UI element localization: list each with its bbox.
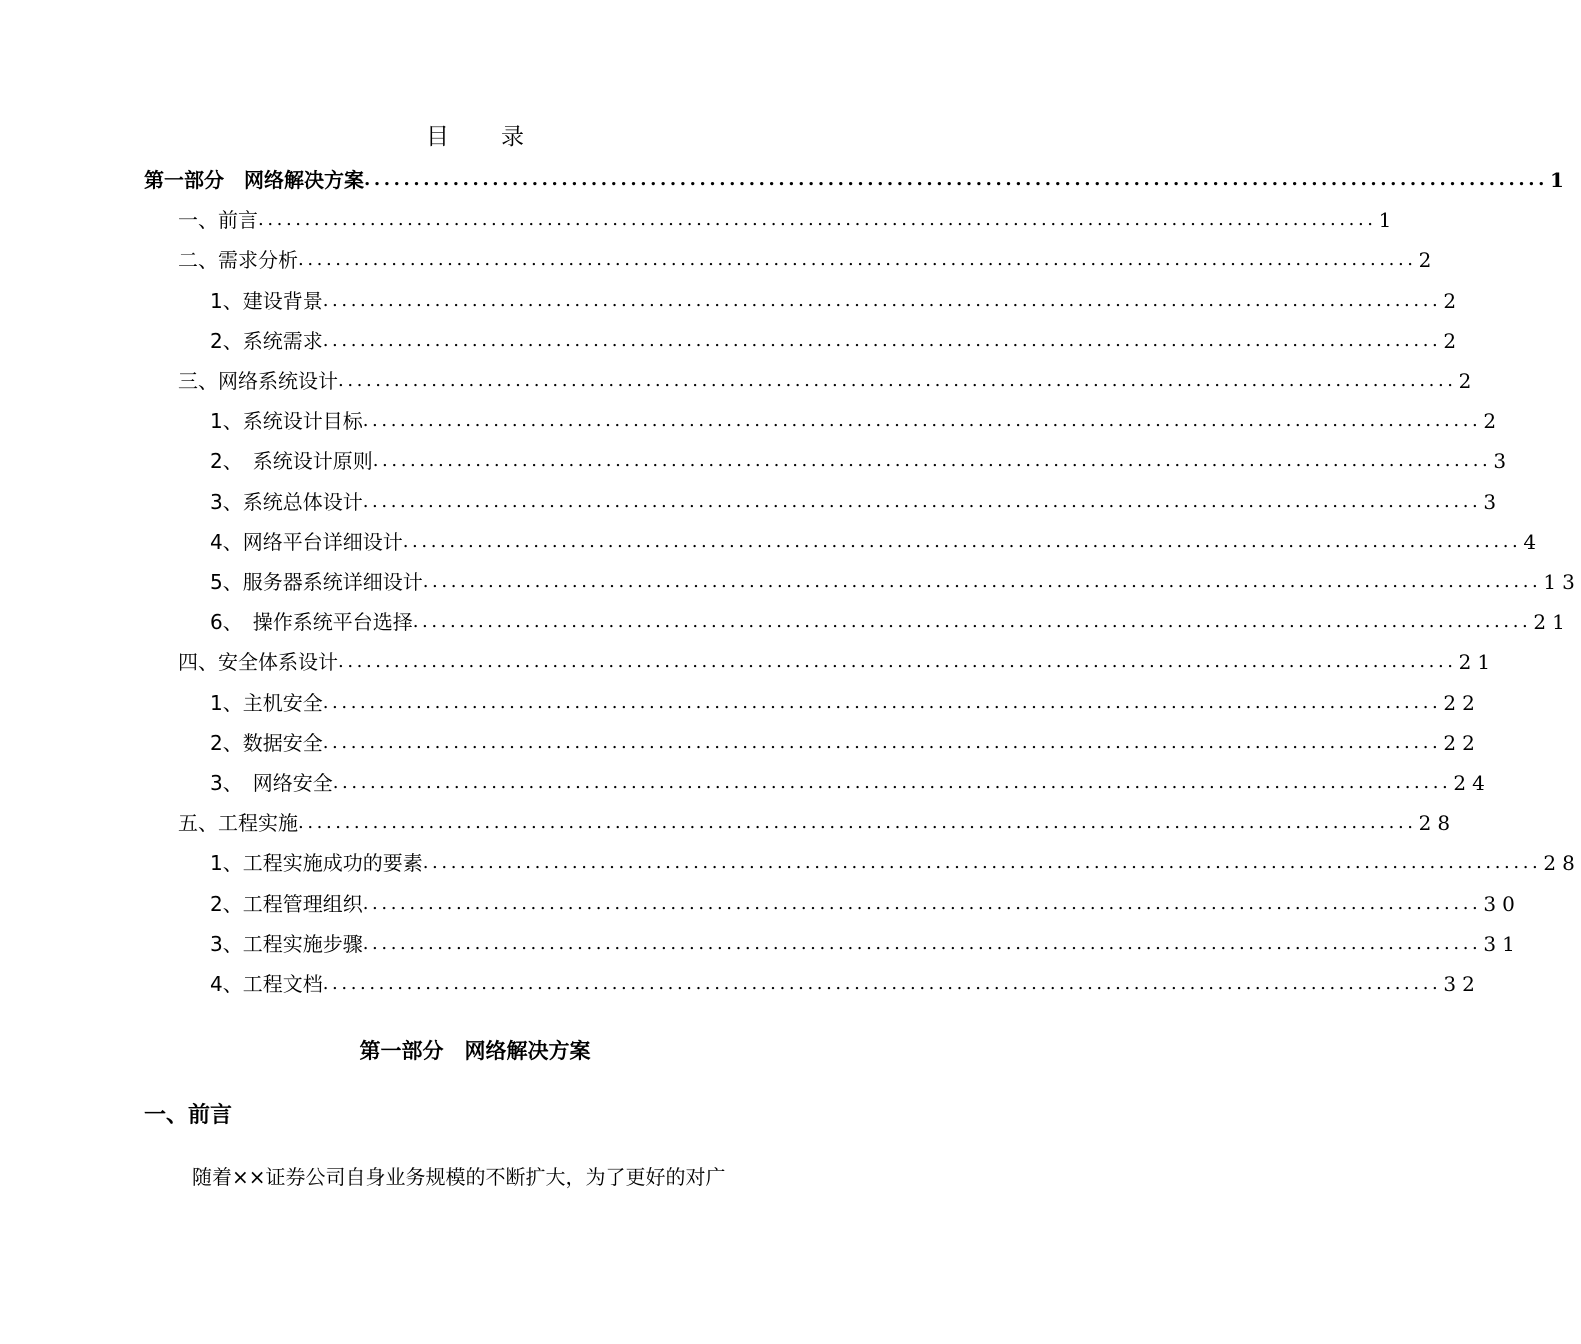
toc-entry-label: 4、网络平台详细设计 [210,529,403,554]
toc-entry-page: 1 [1378,208,1398,233]
toc-entry[interactable] [210,281,1463,321]
toc-entry[interactable] [178,240,1438,280]
toc-entry[interactable] [178,803,1457,843]
toc-dot-leader: ........................................................................................................................ [422,852,1542,874]
toc-entry-label: 3、系统总体设计 [210,489,363,514]
toc-entry-label: 1、建设背景 [210,288,323,313]
toc-entry-page: 2 [1443,288,1463,313]
toc-entry-label: 3、 网络安全 [210,771,333,795]
toc-entry-label: 2、工程管理组织 [210,891,363,916]
toc-entry[interactable] [210,924,1521,964]
toc-entry-page: 28 [1543,851,1581,876]
toc-dot-leader: ........................................................................................................................ [298,249,1417,271]
toc-entry-page: 2 [1418,248,1438,273]
toc-entry-label: 一、前言 [178,208,258,233]
toc-entry-label: 第一部分 网络解决方案 [144,168,364,192]
toc-entry-label: 四、安全体系设计 [178,650,338,675]
toc-entry-label: 1、工程实施成功的要素 [210,851,423,876]
sub-heading: 一、前言 [144,1103,233,1128]
toc-entry[interactable] [210,562,1581,602]
toc-entry-page: 2 [1483,409,1503,434]
toc-entry-page: 1 [1550,168,1570,192]
toc-entry[interactable] [178,642,1497,682]
toc-dot-leader: ........................................................................................................................ [338,370,1457,391]
toc-entry-page: 24 [1453,771,1491,795]
toc-entry[interactable] [210,482,1503,522]
toc-entry-label: 2、 系统设计原则 [210,449,373,474]
toc-entry-page: 2 [1458,369,1478,393]
toc-entry[interactable] [210,763,1491,803]
toc-dot-leader: ........................................................................................................................ [258,209,1377,231]
toc-title [0,118,950,151]
toc-entry-label: 4、工程文档 [210,972,323,996]
toc-entry[interactable] [210,401,1503,441]
toc-entry-label: 二、需求分析 [178,248,298,273]
toc-entry-label: 五、工程实施 [178,811,298,836]
toc-dot-leader: ........................................................................................................................ [322,289,1442,311]
section-heading: 第一部分 网络解决方案 [359,1039,591,1063]
toc-entry-page: 21 [1533,610,1571,635]
toc-entry[interactable] [210,321,1463,361]
toc-entry[interactable] [210,964,1481,1004]
toc-dot-leader: ........................................................................................................................ [322,329,1442,351]
toc-dot-leader: ........................................................................................................................ [422,571,1542,592]
toc-entry-label: 6、 操作系统平台选择 [210,610,413,635]
toc-entry[interactable] [210,884,1521,924]
toc-entry-label: 2、系统需求 [210,328,323,353]
toc-entry[interactable] [178,361,1478,401]
toc-entry-page: 32 [1443,972,1481,996]
toc-entry-page: 31 [1483,931,1521,956]
toc-entry-label: 3、工程实施步骤 [210,931,363,956]
toc-entry-label: 5、服务器系统详细设计 [210,570,423,594]
toc-entry-page: 28 [1418,811,1457,836]
toc-entry-label: 1、系统设计目标 [210,409,363,434]
toc-dot-leader: ........................................................................................................................ [402,530,1522,552]
toc-dot-leader: ........................................................................................................................ [362,490,1482,512]
toc-dot-leader: ........................................................................................................................ [372,450,1492,472]
toc-entry[interactable] [210,522,1543,562]
toc-entry-page: 22 [1443,730,1481,755]
toc-entry[interactable] [210,602,1571,642]
toc-entry-page: 3 [1483,489,1503,514]
toc-entry-label: 三、网络系统设计 [178,369,338,393]
toc-dot-leader: ........................................................................................................................ [338,651,1457,673]
toc-entry[interactable] [144,160,1570,200]
toc-entry-page: 22 [1443,690,1481,715]
toc-dot-leader: ........................................................................................................................ [362,932,1482,954]
toc-entry[interactable] [210,843,1581,883]
body-paragraph: 随着××证券公司自身业务规模的不断扩大，为了更好的对广 [192,1165,726,1189]
toc-entry[interactable] [210,683,1481,723]
toc-dot-leader: ........................................................................................................................ [322,973,1442,994]
toc-entry-page: 2 [1443,328,1463,353]
toc-entry-page: 13 [1543,570,1581,594]
toc-entry-page: 21 [1458,650,1497,675]
toc-dot-leader: ........................................................................................................................ [332,772,1452,793]
toc-dot-leader: ........................................................................................................................ [364,169,1548,190]
toc-entry[interactable] [210,723,1481,763]
toc-dot-leader: ........................................................................................................................ [322,731,1442,753]
toc-entry[interactable] [178,200,1398,240]
toc-entry[interactable] [210,441,1513,481]
toc-dot-leader: ........................................................................................................................ [298,812,1417,834]
toc-entry-page: 30 [1483,891,1521,916]
toc-entry-label: 2、数据安全 [210,730,323,755]
toc-entry-page: 4 [1523,529,1543,554]
toc-title-right: 录 [501,124,524,150]
toc-dot-leader: ........................................................................................................................ [322,691,1442,713]
toc-dot-leader: ........................................................................................................................ [412,611,1532,633]
toc-dot-leader: ........................................................................................................................ [362,892,1482,914]
toc-dot-leader: ........................................................................................................................ [362,410,1482,432]
toc-entry-label: 1、主机安全 [210,690,323,715]
toc-entry-page: 3 [1493,449,1513,474]
toc-title-left: 目 [426,124,449,150]
